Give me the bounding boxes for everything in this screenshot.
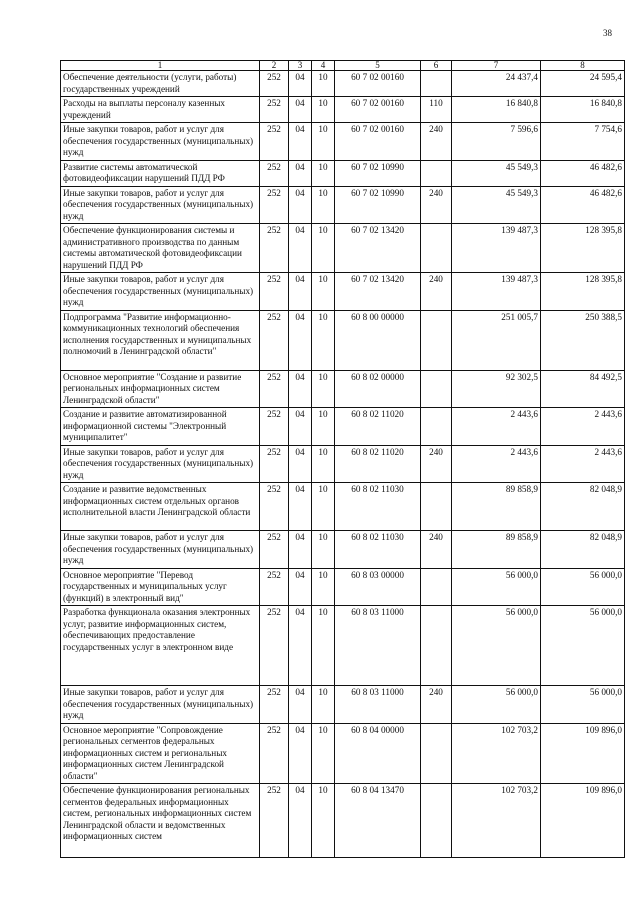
row-name-cell: Основное мероприятие "Перевод государственных и муниципальных услуг (функций) в электронный вид" <box>61 568 260 606</box>
table-row <box>61 408 625 446</box>
row-code-cell: 252 <box>260 370 289 408</box>
row-code-cell: 252 <box>260 408 289 446</box>
page-number: 38 <box>603 28 612 38</box>
row-name-cell: Основное мероприятие "Сопровождение региональных сегментов федеральных информационных систем и региональных информационных систем Ленинградской области" <box>61 723 260 784</box>
row-section-cell: 04 <box>289 408 312 446</box>
row-section-cell: 04 <box>289 71 312 97</box>
row-amount-year1-cell: 102 703,2 <box>452 723 541 784</box>
row-target-article-cell: 60 7 02 10990 <box>335 160 421 186</box>
table-row <box>61 483 625 531</box>
row-expense-type-cell <box>421 606 452 686</box>
row-amount-year2-cell: 46 482,6 <box>541 160 625 186</box>
row-target-article-cell: 60 8 02 11020 <box>335 445 421 483</box>
row-amount-year2-cell: 250 388,5 <box>541 310 625 370</box>
row-amount-year1-cell: 56 000,0 <box>452 606 541 686</box>
row-expense-type-cell <box>421 483 452 531</box>
row-expense-type-cell <box>421 71 452 97</box>
row-target-article-cell: 60 7 02 00160 <box>335 71 421 97</box>
row-amount-year2-cell: 82 048,9 <box>541 531 625 569</box>
row-amount-year1-cell: 56 000,0 <box>452 686 541 724</box>
row-section-cell: 04 <box>289 784 312 858</box>
row-target-article-cell: 60 8 00 00000 <box>335 310 421 370</box>
row-expense-type-cell: 240 <box>421 273 452 311</box>
row-section-cell: 04 <box>289 568 312 606</box>
row-subsection-cell: 10 <box>312 784 335 858</box>
row-code-cell: 252 <box>260 310 289 370</box>
row-expense-type-cell: 110 <box>421 97 452 123</box>
row-name-cell: Обеспечение деятельности (услуги, работы) государственных учреждений <box>61 71 260 97</box>
table-row <box>61 273 625 311</box>
row-subsection-cell: 10 <box>312 686 335 724</box>
row-amount-year1-cell: 45 549,3 <box>452 186 541 224</box>
row-target-article-cell: 60 7 02 13420 <box>335 273 421 311</box>
row-amount-year1-cell: 102 703,2 <box>452 784 541 858</box>
row-name-cell: Обеспечение функционирования региональных сегментов федеральных информационных систем, региональных информационных систем Ленинградской области и ведомственных информационных систем <box>61 784 260 858</box>
table-row <box>61 71 625 97</box>
row-amount-year2-cell: 24 595,4 <box>541 71 625 97</box>
row-amount-year1-cell: 24 437,4 <box>452 71 541 97</box>
row-name-cell: Обеспечение функционирования системы и административного производства по данным системы автоматической фотовидеофиксации нарушений ПДД РФ <box>61 224 260 273</box>
row-section-cell: 04 <box>289 224 312 273</box>
row-amount-year2-cell: 84 492,5 <box>541 370 625 408</box>
column-header: 1 <box>61 61 260 71</box>
row-expense-type-cell <box>421 224 452 273</box>
row-expense-type-cell <box>421 160 452 186</box>
row-target-article-cell: 60 8 03 00000 <box>335 568 421 606</box>
column-header: 5 <box>335 61 421 71</box>
row-subsection-cell: 10 <box>312 123 335 161</box>
row-subsection-cell: 10 <box>312 273 335 311</box>
row-amount-year1-cell: 139 487,3 <box>452 224 541 273</box>
row-target-article-cell: 60 8 04 00000 <box>335 723 421 784</box>
row-target-article-cell: 60 8 04 13470 <box>335 784 421 858</box>
row-target-article-cell: 60 7 02 00160 <box>335 97 421 123</box>
table-row <box>61 370 625 408</box>
row-code-cell: 252 <box>260 97 289 123</box>
row-amount-year2-cell: 7 754,6 <box>541 123 625 161</box>
row-expense-type-cell: 240 <box>421 445 452 483</box>
row-subsection-cell: 10 <box>312 483 335 531</box>
row-amount-year1-cell: 2 443,6 <box>452 408 541 446</box>
table-row <box>61 686 625 724</box>
table-row <box>61 310 625 370</box>
row-code-cell: 252 <box>260 568 289 606</box>
row-target-article-cell: 60 8 02 00000 <box>335 370 421 408</box>
row-amount-year2-cell: 56 000,0 <box>541 606 625 686</box>
row-subsection-cell: 10 <box>312 71 335 97</box>
row-subsection-cell: 10 <box>312 186 335 224</box>
row-section-cell: 04 <box>289 310 312 370</box>
row-name-cell: Разработка функционала оказания электронных услуг, развитие информационных систем, обеспечивающих предоставление государственных услуг в электронном виде <box>61 606 260 686</box>
row-target-article-cell: 60 8 03 11000 <box>335 606 421 686</box>
row-amount-year2-cell: 82 048,9 <box>541 483 625 531</box>
row-subsection-cell: 10 <box>312 97 335 123</box>
row-name-cell: Создание и развитие автоматизированной информационной системы "Электронный муниципалитет" <box>61 408 260 446</box>
row-section-cell: 04 <box>289 483 312 531</box>
row-subsection-cell: 10 <box>312 445 335 483</box>
row-amount-year2-cell: 109 896,0 <box>541 784 625 858</box>
row-section-cell: 04 <box>289 445 312 483</box>
row-amount-year1-cell: 139 487,3 <box>452 273 541 311</box>
budget-table <box>60 60 625 858</box>
row-code-cell: 252 <box>260 186 289 224</box>
row-name-cell: Иные закупки товаров, работ и услуг для обеспечения государственных (муниципальных) нужд <box>61 186 260 224</box>
row-target-article-cell: 60 8 03 11000 <box>335 686 421 724</box>
row-section-cell: 04 <box>289 186 312 224</box>
row-name-cell: Иные закупки товаров, работ и услуг для обеспечения государственных (муниципальных) нужд <box>61 273 260 311</box>
row-subsection-cell: 10 <box>312 160 335 186</box>
column-header: 3 <box>289 61 312 71</box>
row-amount-year2-cell: 128 395,8 <box>541 224 625 273</box>
table-row <box>61 568 625 606</box>
row-amount-year1-cell: 89 858,9 <box>452 531 541 569</box>
row-target-article-cell: 60 8 02 11020 <box>335 408 421 446</box>
table-row <box>61 723 625 784</box>
row-target-article-cell: 60 8 02 11030 <box>335 483 421 531</box>
header-row <box>61 61 625 71</box>
table-row <box>61 97 625 123</box>
row-amount-year1-cell: 56 000,0 <box>452 568 541 606</box>
row-code-cell: 252 <box>260 123 289 161</box>
table-row <box>61 784 625 858</box>
row-code-cell: 252 <box>260 784 289 858</box>
row-amount-year2-cell: 128 395,8 <box>541 273 625 311</box>
row-amount-year1-cell: 2 443,6 <box>452 445 541 483</box>
row-section-cell: 04 <box>289 123 312 161</box>
row-name-cell: Иные закупки товаров, работ и услуг для обеспечения государственных (муниципальных) нужд <box>61 123 260 161</box>
row-target-article-cell: 60 7 02 10990 <box>335 186 421 224</box>
row-expense-type-cell <box>421 310 452 370</box>
row-code-cell: 252 <box>260 686 289 724</box>
table-row <box>61 606 625 686</box>
row-name-cell: Основное мероприятие "Создание и развитие региональных информационных систем Ленинградской области" <box>61 370 260 408</box>
row-section-cell: 04 <box>289 531 312 569</box>
row-expense-type-cell <box>421 723 452 784</box>
row-subsection-cell: 10 <box>312 224 335 273</box>
row-name-cell: Иные закупки товаров, работ и услуг для обеспечения государственных (муниципальных) нужд <box>61 445 260 483</box>
table-row <box>61 123 625 161</box>
row-name-cell: Создание и развитие ведомственных информационных систем отдельных органов исполнительной власти Ленинградской области <box>61 483 260 531</box>
column-header: 6 <box>421 61 452 71</box>
row-subsection-cell: 10 <box>312 531 335 569</box>
row-code-cell: 252 <box>260 273 289 311</box>
row-code-cell: 252 <box>260 531 289 569</box>
row-name-cell: Подпрограмма "Развитие информационно-коммуникационных технологий обеспечения исполнения государственных и муниципальных полномочий в Ленинградской области" <box>61 310 260 370</box>
row-amount-year1-cell: 16 840,8 <box>452 97 541 123</box>
row-section-cell: 04 <box>289 160 312 186</box>
row-expense-type-cell: 240 <box>421 686 452 724</box>
row-amount-year2-cell: 56 000,0 <box>541 568 625 606</box>
row-target-article-cell: 60 8 02 11030 <box>335 531 421 569</box>
row-name-cell: Развитие системы автоматической фотовидеофиксации нарушений ПДД РФ <box>61 160 260 186</box>
row-code-cell: 252 <box>260 71 289 97</box>
column-header: 4 <box>312 61 335 71</box>
table-row <box>61 186 625 224</box>
row-section-cell: 04 <box>289 686 312 724</box>
row-section-cell: 04 <box>289 273 312 311</box>
row-amount-year2-cell: 46 482,6 <box>541 186 625 224</box>
table-row <box>61 224 625 273</box>
row-target-article-cell: 60 7 02 13420 <box>335 224 421 273</box>
column-header: 2 <box>260 61 289 71</box>
row-expense-type-cell <box>421 568 452 606</box>
row-amount-year1-cell: 7 596,6 <box>452 123 541 161</box>
row-amount-year1-cell: 251 005,7 <box>452 310 541 370</box>
row-subsection-cell: 10 <box>312 606 335 686</box>
row-subsection-cell: 10 <box>312 408 335 446</box>
row-code-cell: 252 <box>260 606 289 686</box>
row-section-cell: 04 <box>289 97 312 123</box>
row-code-cell: 252 <box>260 160 289 186</box>
column-header: 8 <box>541 61 625 71</box>
row-subsection-cell: 10 <box>312 723 335 784</box>
column-header: 7 <box>452 61 541 71</box>
row-section-cell: 04 <box>289 370 312 408</box>
row-name-cell: Иные закупки товаров, работ и услуг для обеспечения государственных (муниципальных) нужд <box>61 686 260 724</box>
row-expense-type-cell: 240 <box>421 186 452 224</box>
row-expense-type-cell: 240 <box>421 531 452 569</box>
table-row <box>61 160 625 186</box>
row-code-cell: 252 <box>260 445 289 483</box>
row-expense-type-cell <box>421 408 452 446</box>
row-name-cell: Иные закупки товаров, работ и услуг для обеспечения государственных (муниципальных) нужд <box>61 531 260 569</box>
row-subsection-cell: 10 <box>312 568 335 606</box>
row-amount-year1-cell: 45 549,3 <box>452 160 541 186</box>
row-code-cell: 252 <box>260 483 289 531</box>
row-section-cell: 04 <box>289 723 312 784</box>
row-amount-year2-cell: 2 443,6 <box>541 408 625 446</box>
row-code-cell: 252 <box>260 723 289 784</box>
row-amount-year1-cell: 89 858,9 <box>452 483 541 531</box>
row-subsection-cell: 10 <box>312 310 335 370</box>
row-amount-year2-cell: 56 000,0 <box>541 686 625 724</box>
row-name-cell: Расходы на выплаты персоналу казенных учреждений <box>61 97 260 123</box>
row-target-article-cell: 60 7 02 00160 <box>335 123 421 161</box>
row-amount-year2-cell: 109 896,0 <box>541 723 625 784</box>
row-section-cell: 04 <box>289 606 312 686</box>
row-amount-year2-cell: 16 840,8 <box>541 97 625 123</box>
row-expense-type-cell: 240 <box>421 123 452 161</box>
row-amount-year2-cell: 2 443,6 <box>541 445 625 483</box>
table-row <box>61 531 625 569</box>
row-code-cell: 252 <box>260 224 289 273</box>
row-subsection-cell: 10 <box>312 370 335 408</box>
row-expense-type-cell <box>421 784 452 858</box>
table-row <box>61 445 625 483</box>
row-amount-year1-cell: 92 302,5 <box>452 370 541 408</box>
row-expense-type-cell <box>421 370 452 408</box>
